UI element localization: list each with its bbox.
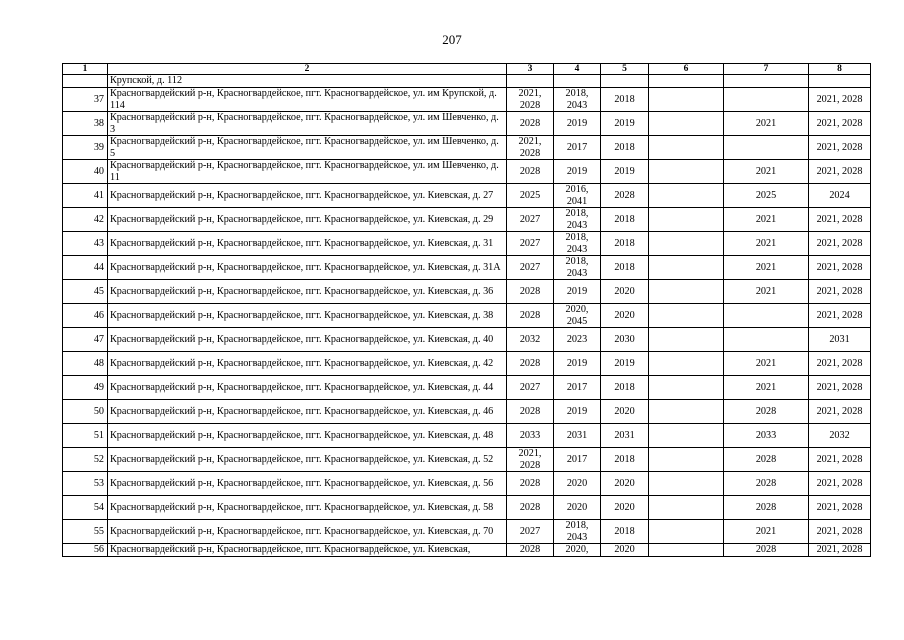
col5-cell: 2018	[601, 208, 649, 232]
table-row	[63, 136, 871, 160]
col3-cell: 2021, 2028	[507, 448, 554, 472]
housing-schedule-table	[62, 63, 871, 557]
column-header: 4	[554, 64, 601, 75]
col3-cell: 2028	[507, 544, 554, 557]
col3-cell: 2027	[507, 256, 554, 280]
col8-cell: 2021, 2028	[809, 352, 871, 376]
col5-cell: 2018	[601, 256, 649, 280]
col4-cell: 2031	[554, 424, 601, 448]
column-header: 3	[507, 64, 554, 75]
col3-cell: 2028	[507, 352, 554, 376]
col3-cell: 2028	[507, 496, 554, 520]
col7-cell	[724, 328, 809, 352]
col4-cell: 2020	[554, 496, 601, 520]
col8-cell: 2021, 2028	[809, 112, 871, 136]
address-cell: Красногвардейский р-н, Красногвардейское, пгт. Красногвардейское, ул. Киевская, д. 58	[108, 496, 507, 520]
col3-cell: 2027	[507, 208, 554, 232]
table-row	[63, 304, 871, 328]
col3-cell: 2027	[507, 376, 554, 400]
col8-cell: 2021, 2028	[809, 544, 871, 557]
column-header: 6	[649, 64, 724, 75]
col5-cell: 2018	[601, 520, 649, 544]
row-number	[63, 75, 108, 88]
col4-cell: 2017	[554, 136, 601, 160]
address-cell: Красногвардейский р-н, Красногвардейское, пгт. Красногвардейское, ул. Киевская, д. 42	[108, 352, 507, 376]
col6-cell	[649, 328, 724, 352]
col7-cell: 2021	[724, 352, 809, 376]
col7-cell	[724, 88, 809, 112]
address-cell: Крупской, д. 112	[108, 75, 507, 88]
col7-cell: 2021	[724, 160, 809, 184]
row-number: 48	[63, 352, 108, 376]
row-number: 39	[63, 136, 108, 160]
col8-cell	[809, 75, 871, 88]
col3-cell: 2028	[507, 280, 554, 304]
col7-cell: 2021	[724, 232, 809, 256]
address-cell: Красногвардейский р-н, Красногвардейское, пгт. Красногвардейское, ул. Киевская, д. 31А	[108, 256, 507, 280]
col3-cell: 2032	[507, 328, 554, 352]
col8-cell: 2021, 2028	[809, 256, 871, 280]
col6-cell	[649, 400, 724, 424]
col5-cell: 2028	[601, 184, 649, 208]
col7-cell: 2021	[724, 112, 809, 136]
row-number: 52	[63, 448, 108, 472]
col6-cell	[649, 304, 724, 328]
col7-cell: 2021	[724, 256, 809, 280]
row-number: 42	[63, 208, 108, 232]
address-cell: Красногвардейский р-н, Красногвардейское, пгт. Красногвардейское, ул. Киевская,	[108, 544, 507, 557]
col4-cell	[554, 75, 601, 88]
row-number: 53	[63, 472, 108, 496]
col4-cell: 2019	[554, 280, 601, 304]
col8-cell: 2021, 2028	[809, 232, 871, 256]
column-header: 1	[63, 64, 108, 75]
col3-cell: 2027	[507, 232, 554, 256]
col5-cell: 2031	[601, 424, 649, 448]
row-number: 45	[63, 280, 108, 304]
column-header: 2	[108, 64, 507, 75]
col5-cell: 2018	[601, 88, 649, 112]
col6-cell	[649, 544, 724, 557]
col8-cell: 2021, 2028	[809, 304, 871, 328]
address-cell: Красногвардейский р-н, Красногвардейское, пгт. Красногвардейское, ул. Киевская, д. 48	[108, 424, 507, 448]
table-row	[63, 88, 871, 112]
col8-cell: 2021, 2028	[809, 136, 871, 160]
table-row	[63, 352, 871, 376]
col6-cell	[649, 112, 724, 136]
address-cell: Красногвардейский р-н, Красногвардейское, пгт. Красногвардейское, ул. Киевская, д. 44	[108, 376, 507, 400]
col6-cell	[649, 136, 724, 160]
col3-cell: 2021, 2028	[507, 136, 554, 160]
col8-cell: 2021, 2028	[809, 496, 871, 520]
col8-cell: 2021, 2028	[809, 400, 871, 424]
row-number: 47	[63, 328, 108, 352]
col3-cell: 2028	[507, 160, 554, 184]
col3-cell: 2025	[507, 184, 554, 208]
col3-cell: 2033	[507, 424, 554, 448]
table-row	[63, 184, 871, 208]
row-number: 55	[63, 520, 108, 544]
col6-cell	[649, 160, 724, 184]
row-number: 49	[63, 376, 108, 400]
address-cell: Красногвардейский р-н, Красногвардейское, пгт. Красногвардейское, ул. Киевская, д. 36	[108, 280, 507, 304]
col7-cell: 2021	[724, 208, 809, 232]
col7-cell	[724, 304, 809, 328]
col5-cell: 2019	[601, 352, 649, 376]
table-row	[63, 496, 871, 520]
col4-cell: 2018, 2043	[554, 208, 601, 232]
col4-cell: 2018, 2043	[554, 520, 601, 544]
col4-cell: 2020	[554, 472, 601, 496]
col3-cell: 2027	[507, 520, 554, 544]
col5-cell: 2018	[601, 136, 649, 160]
table-row	[63, 544, 871, 557]
table-row	[63, 208, 871, 232]
col5-cell: 2020	[601, 472, 649, 496]
col4-cell: 2020,	[554, 544, 601, 557]
col4-cell: 2016, 2041	[554, 184, 601, 208]
table-row	[63, 75, 871, 88]
col5-cell: 2019	[601, 112, 649, 136]
column-header: 7	[724, 64, 809, 75]
col8-cell: 2032	[809, 424, 871, 448]
table-row	[63, 256, 871, 280]
col5-cell	[601, 75, 649, 88]
col4-cell: 2023	[554, 328, 601, 352]
table-row	[63, 424, 871, 448]
table-row	[63, 376, 871, 400]
col7-cell: 2021	[724, 376, 809, 400]
address-cell: Красногвардейский р-н, Красногвардейское, пгт. Красногвардейское, ул. Киевская, д. 56	[108, 472, 507, 496]
address-cell: Красногвардейский р-н, Красногвардейское, пгт. Красногвардейское, ул. Киевская, д. 29	[108, 208, 507, 232]
col6-cell	[649, 376, 724, 400]
row-number: 54	[63, 496, 108, 520]
col7-cell: 2028	[724, 544, 809, 557]
address-cell: Красногвардейский р-н, Красногвардейское, пгт. Красногвардейское, ул. Киевская, д. 38	[108, 304, 507, 328]
address-cell: Красногвардейский р-н, Красногвардейское, пгт. Красногвардейское, ул. им Шевченко, д. 5	[108, 136, 507, 160]
col5-cell: 2019	[601, 160, 649, 184]
col8-cell: 2021, 2028	[809, 448, 871, 472]
address-cell: Красногвардейский р-н, Красногвардейское, пгт. Красногвардейское, ул. им Шевченко, д. 3	[108, 112, 507, 136]
table-body	[63, 64, 871, 557]
col4-cell: 2019	[554, 400, 601, 424]
col3-cell	[507, 75, 554, 88]
col8-cell: 2024	[809, 184, 871, 208]
col8-cell: 2021, 2028	[809, 376, 871, 400]
row-number: 41	[63, 184, 108, 208]
col6-cell	[649, 280, 724, 304]
table-row	[63, 112, 871, 136]
col4-cell: 2017	[554, 448, 601, 472]
row-number: 37	[63, 88, 108, 112]
address-cell: Красногвардейский р-н, Красногвардейское, пгт. Красногвардейское, ул. Киевская, д. 70	[108, 520, 507, 544]
row-number: 46	[63, 304, 108, 328]
col6-cell	[649, 75, 724, 88]
col7-cell: 2021	[724, 520, 809, 544]
col6-cell	[649, 184, 724, 208]
col3-cell: 2028	[507, 472, 554, 496]
col5-cell: 2020	[601, 280, 649, 304]
table-row	[63, 232, 871, 256]
address-cell: Красногвардейский р-н, Красногвардейское, пгт. Красногвардейское, ул. им Шевченко, д. 11	[108, 160, 507, 184]
row-number: 38	[63, 112, 108, 136]
row-number: 50	[63, 400, 108, 424]
col5-cell: 2030	[601, 328, 649, 352]
table-row	[63, 472, 871, 496]
table-row	[63, 448, 871, 472]
address-cell: Красногвардейский р-н, Красногвардейское, пгт. Красногвардейское, ул. Киевская, д. 31	[108, 232, 507, 256]
col8-cell: 2021, 2028	[809, 520, 871, 544]
col5-cell: 2018	[601, 376, 649, 400]
row-number: 56	[63, 544, 108, 557]
col5-cell: 2020	[601, 304, 649, 328]
row-number: 51	[63, 424, 108, 448]
col4-cell: 2017	[554, 376, 601, 400]
col8-cell: 2021, 2028	[809, 472, 871, 496]
col7-cell: 2033	[724, 424, 809, 448]
col6-cell	[649, 352, 724, 376]
col7-cell: 2021	[724, 280, 809, 304]
col5-cell: 2020	[601, 544, 649, 557]
col3-cell: 2028	[507, 112, 554, 136]
table-row	[63, 400, 871, 424]
address-cell: Красногвардейский р-н, Красногвардейское, пгт. Красногвардейское, ул. Киевская, д. 46	[108, 400, 507, 424]
table-row	[63, 160, 871, 184]
address-cell: Красногвардейский р-н, Красногвардейское, пгт. Красногвардейское, ул. Киевская, д. 40	[108, 328, 507, 352]
col6-cell	[649, 448, 724, 472]
col7-cell: 2025	[724, 184, 809, 208]
col4-cell: 2019	[554, 112, 601, 136]
col6-cell	[649, 208, 724, 232]
column-header: 8	[809, 64, 871, 75]
col8-cell: 2031	[809, 328, 871, 352]
table-row	[63, 520, 871, 544]
address-cell: Красногвардейский р-н, Красногвардейское, пгт. Красногвардейское, ул. Киевская, д. 27	[108, 184, 507, 208]
col7-cell: 2028	[724, 400, 809, 424]
row-number: 40	[63, 160, 108, 184]
page-number: 207	[442, 32, 462, 47]
col6-cell	[649, 256, 724, 280]
col6-cell	[649, 88, 724, 112]
col6-cell	[649, 496, 724, 520]
row-number: 44	[63, 256, 108, 280]
col3-cell: 2028	[507, 400, 554, 424]
table-row	[63, 328, 871, 352]
col4-cell: 2020, 2045	[554, 304, 601, 328]
col7-cell: 2028	[724, 448, 809, 472]
table-row	[63, 280, 871, 304]
col8-cell: 2021, 2028	[809, 160, 871, 184]
col8-cell: 2021, 2028	[809, 88, 871, 112]
col4-cell: 2018, 2043	[554, 88, 601, 112]
col6-cell	[649, 232, 724, 256]
col8-cell: 2021, 2028	[809, 280, 871, 304]
row-number: 43	[63, 232, 108, 256]
col7-cell	[724, 75, 809, 88]
col7-cell: 2028	[724, 496, 809, 520]
column-header: 5	[601, 64, 649, 75]
table-header-row	[63, 64, 871, 75]
col8-cell: 2021, 2028	[809, 208, 871, 232]
col3-cell: 2028	[507, 304, 554, 328]
col4-cell: 2018, 2043	[554, 232, 601, 256]
address-cell: Красногвардейский р-н, Красногвардейское, пгт. Красногвардейское, ул. Киевская, д. 52	[108, 448, 507, 472]
col7-cell: 2028	[724, 472, 809, 496]
col4-cell: 2019	[554, 352, 601, 376]
col5-cell: 2018	[601, 448, 649, 472]
col4-cell: 2018, 2043	[554, 256, 601, 280]
col6-cell	[649, 424, 724, 448]
address-cell: Красногвардейский р-н, Красногвардейское, пгт. Красногвардейское, ул. им Крупской, д. 114	[108, 88, 507, 112]
col6-cell	[649, 472, 724, 496]
col4-cell: 2019	[554, 160, 601, 184]
col3-cell: 2021, 2028	[507, 88, 554, 112]
col6-cell	[649, 520, 724, 544]
col5-cell: 2020	[601, 400, 649, 424]
col5-cell: 2018	[601, 232, 649, 256]
col7-cell	[724, 136, 809, 160]
col5-cell: 2020	[601, 496, 649, 520]
